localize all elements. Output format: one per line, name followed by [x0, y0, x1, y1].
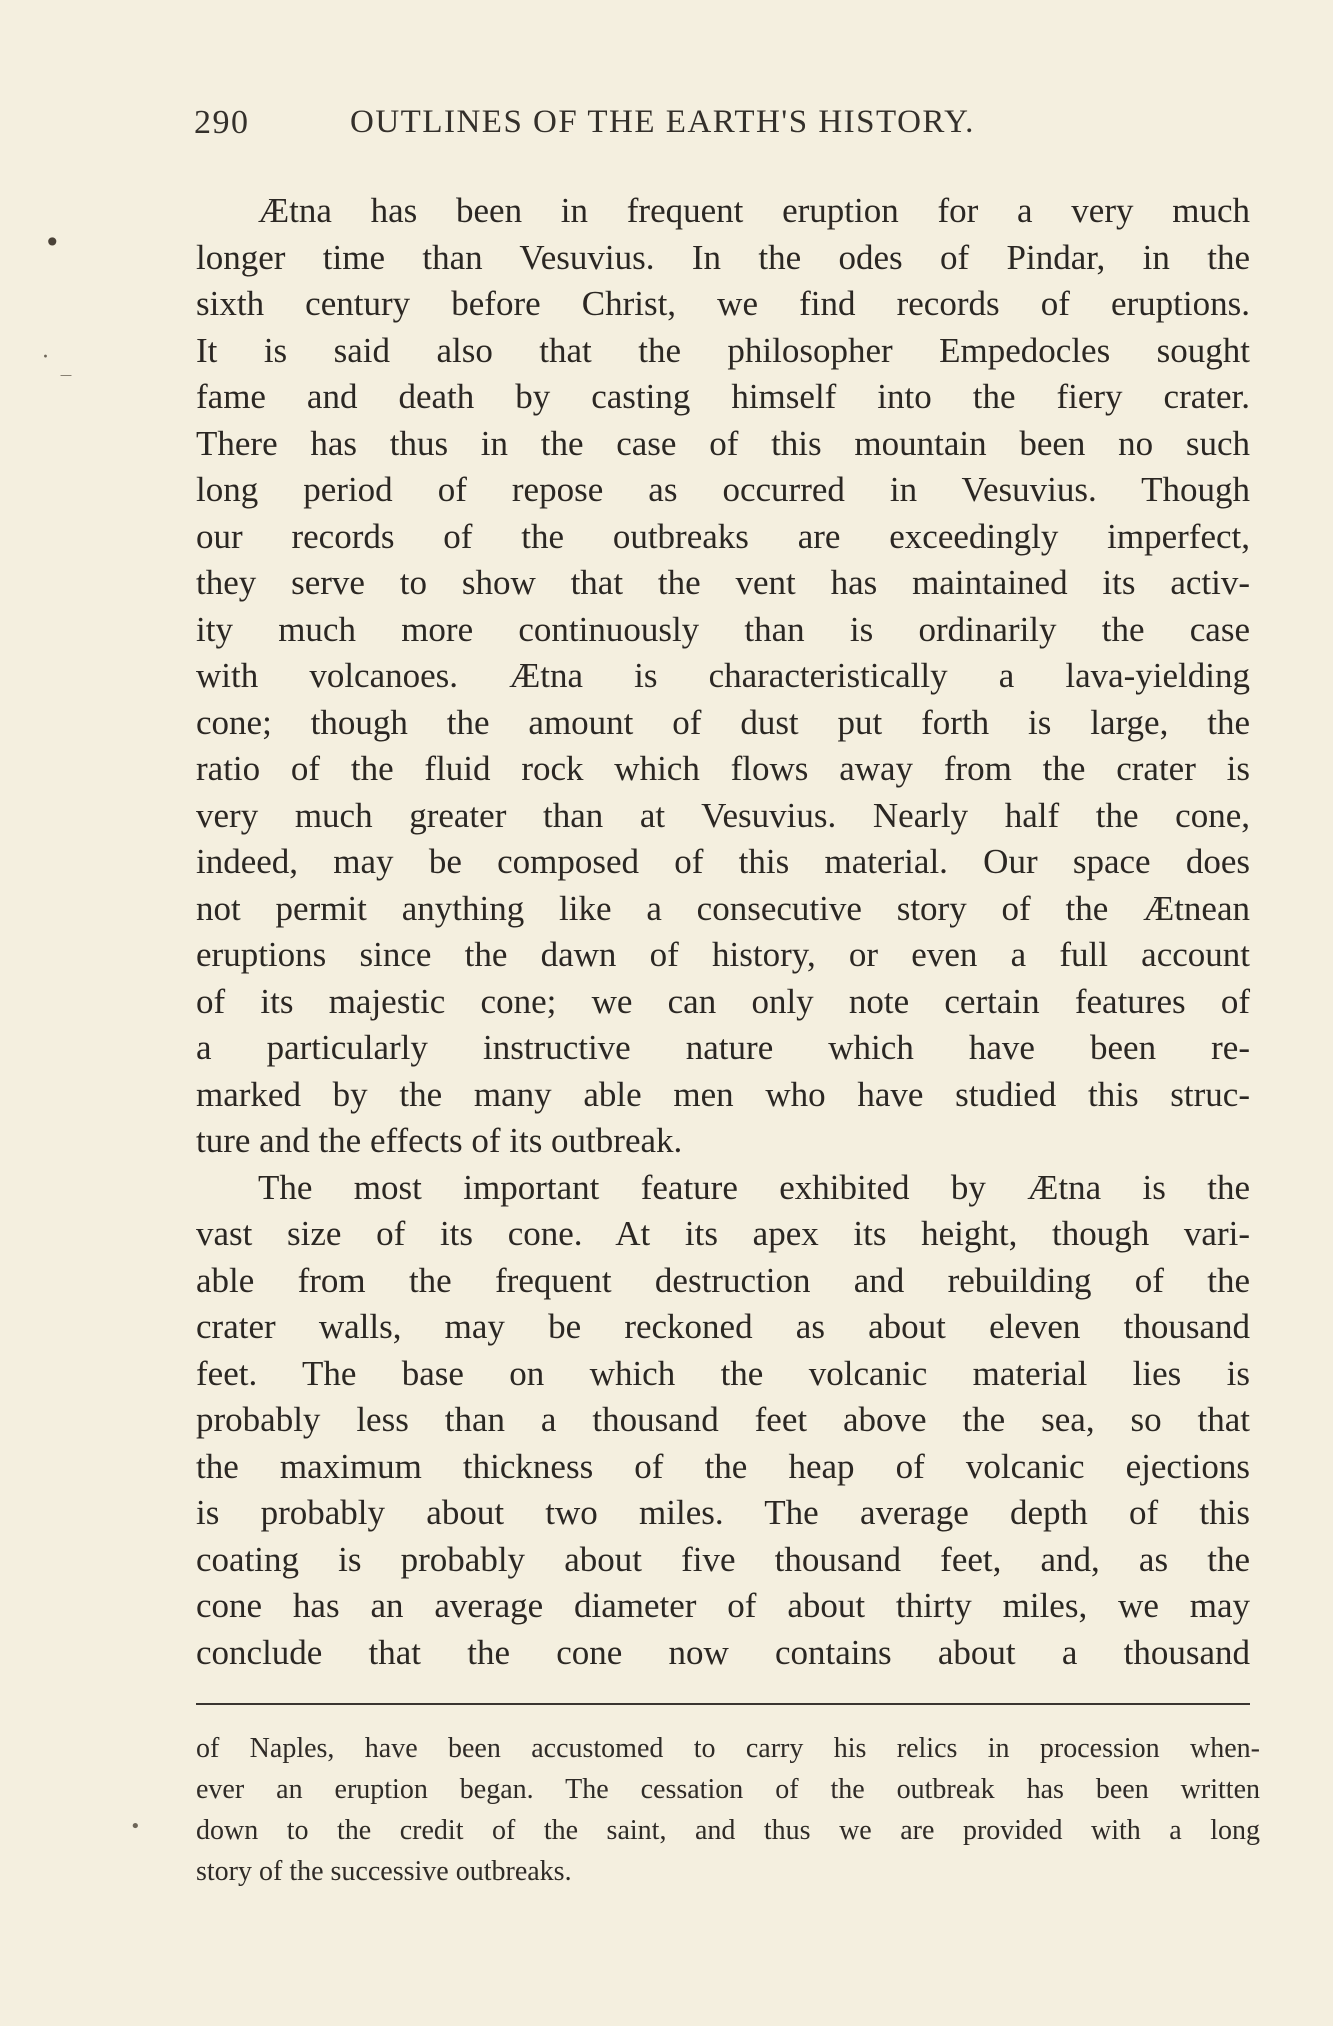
text-line: vast size of its cone. At its apex its height, though vari-: [196, 1214, 1250, 1253]
running-title: OUTLINES OF THE EARTH'S HISTORY.: [350, 104, 975, 140]
margin-ink-speck: ·: [42, 345, 49, 370]
text-line: feet. The base on which the volcanic material lies is: [196, 1353, 1250, 1393]
text-line: marked by the many able men who have studied this struc-: [196, 1074, 1250, 1114]
footnote-line: down to the credit of the saint, and thus we are provided with a long: [196, 1815, 1260, 1846]
text-line: of its majestic cone; we can only note certain features of: [196, 981, 1250, 1021]
text-line: ture and the effects of its outbreak.: [196, 1121, 683, 1160]
text-line: eruptions since the dawn of history, or even a full account: [196, 935, 1250, 974]
text-line: our records of the outbreaks are exceedingly imperfect,: [196, 516, 1250, 556]
margin-ink-speck: •: [44, 226, 61, 259]
text-line: ratio of the fluid rock which flows away from the crater is: [196, 749, 1250, 788]
text-line: Ætna has been in frequent eruption for a very much: [258, 191, 1250, 230]
footnote-line: ever an eruption began. The cessation of the outbreak has been written: [196, 1774, 1260, 1805]
text-line: probably less than a thousand feet above the sea, so that: [196, 1400, 1250, 1439]
text-line: ity much more continuously than is ordinarily the case: [196, 609, 1250, 649]
text-line: conclude that the cone now contains about a thousand: [196, 1632, 1250, 1672]
text-line: longer time than Vesuvius. In the odes of Pindar, in the: [196, 237, 1250, 277]
text-line: fame and death by casting himself into the fiery crater.: [196, 377, 1250, 416]
margin-ink-speck: •: [130, 1816, 141, 1837]
text-line: is probably about two miles. The average depth of this: [196, 1493, 1250, 1532]
footnote-line: of Naples, have been accustomed to carry his relics in procession when-: [196, 1733, 1260, 1764]
text-line: coating is probably about five thousand feet, and, as the: [196, 1539, 1250, 1579]
text-line: cone; though the amount of dust put forth is large, the: [196, 702, 1250, 742]
text-line: the maximum thickness of the heap of volcanic ejections: [196, 1446, 1250, 1486]
page-number: 290: [194, 104, 250, 141]
text-line: There has thus in the case of this mountain been no such: [196, 423, 1250, 463]
text-line: indeed, may be composed of this material. Our space does: [196, 842, 1250, 881]
text-line: very much greater than at Vesuvius. Nearly half the cone,: [196, 795, 1250, 835]
text-line: The most important feature exhibited by Ætna is the: [258, 1167, 1250, 1207]
text-line: It is said also that the philosopher Empedocles sought: [196, 330, 1250, 370]
text-line: able from the frequent destruction and rebuilding of the: [196, 1260, 1250, 1300]
text-line: not permit anything like a consecutive story of the Ætnean: [196, 888, 1250, 928]
text-line: with volcanoes. Ætna is characteristically a lava-yielding: [196, 656, 1250, 695]
text-line: a particularly instructive nature which have been re-: [196, 1028, 1250, 1067]
body-text: [196, 188, 1250, 1676]
footnote-line: story of the successive outbreaks.: [196, 1856, 572, 1887]
footnote-divider: [196, 1703, 1250, 1705]
margin-ink-speck: —: [60, 368, 72, 382]
footnote: [196, 1728, 1260, 1892]
text-line: they serve to show that the vent has maintained its activ-: [196, 563, 1250, 602]
text-line: crater walls, may be reckoned as about eleven thousand: [196, 1307, 1250, 1346]
text-line: sixth century before Christ, we find records of eruptions.: [196, 284, 1250, 323]
running-head: [194, 104, 1252, 148]
text-line: long period of repose as occurred in Vesuvius. Though: [196, 470, 1250, 509]
text-line: cone has an average diameter of about thirty miles, we may: [196, 1586, 1250, 1625]
